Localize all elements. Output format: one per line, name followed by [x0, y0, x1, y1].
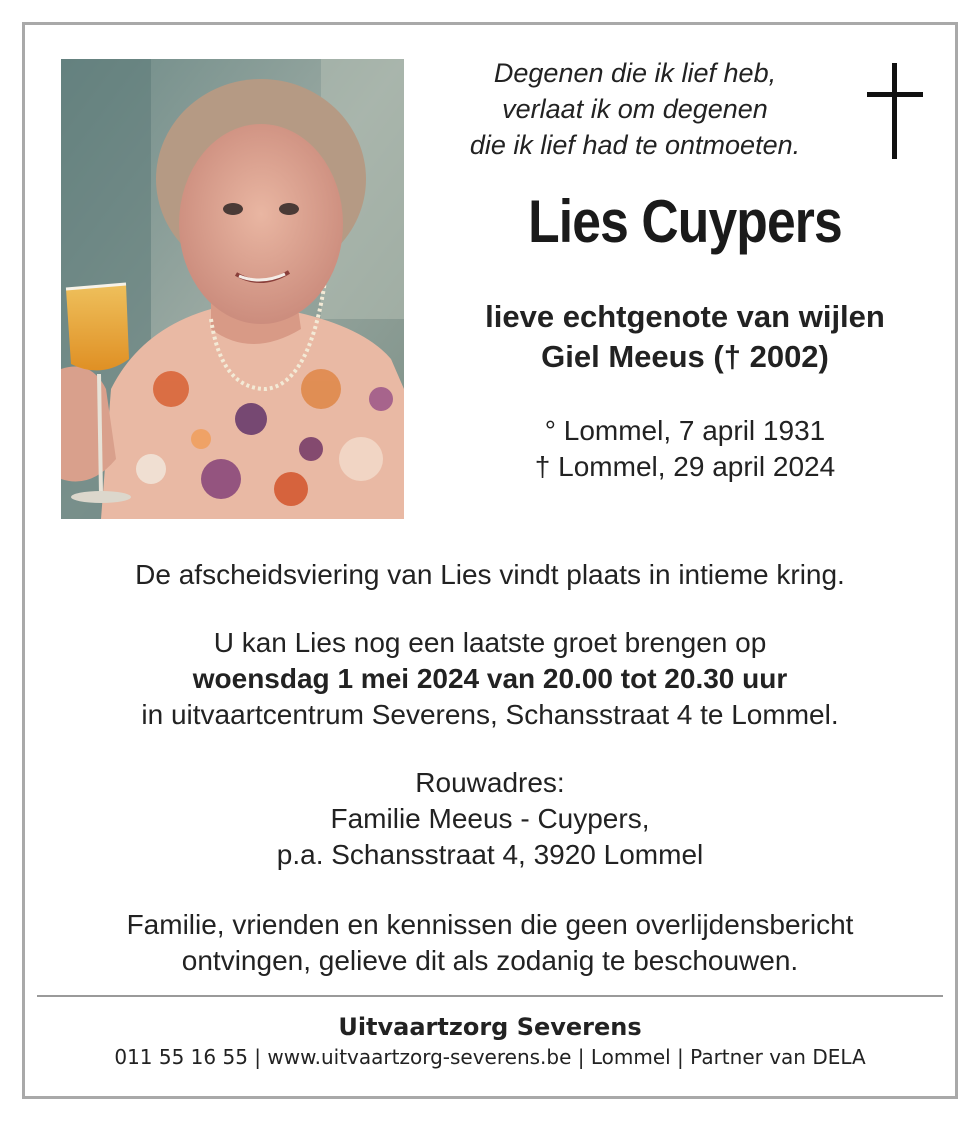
- farewell-location: in uitvaartcentrum Severens, Schansstraat 4 te Lommel.: [141, 699, 839, 730]
- portrait-photo: [61, 59, 404, 519]
- funeral-company-contact: 011 55 16 55 | www.uitvaartzorg-severens.be | Lommel | Partner van DELA: [114, 1045, 866, 1069]
- notice-line-2: ontvingen, gelieve dit als zodanig te beschouwen.: [181, 945, 799, 976]
- notice-line-1: Familie, vrienden en kennissen die geen overlijdensbericht: [126, 909, 854, 940]
- quote-line: die ik lief had te ontmoeten.: [469, 130, 801, 160]
- farewell-line-1: U kan Lies nog een laatste groet brengen op: [213, 627, 767, 658]
- mourning-address-line-2: p.a. Schansstraat 4, 3920 Lommel: [276, 839, 704, 870]
- obituary-card: [22, 22, 958, 1099]
- mourning-address: [25, 765, 955, 873]
- birth-date: ° Lommel, 7 april 1931: [544, 415, 826, 446]
- funeral-company-name: Uitvaartzorg Severens: [338, 1013, 642, 1041]
- death-date: † Lommel, 29 april 2024: [534, 451, 836, 482]
- mourning-address-label: Rouwadres:: [415, 767, 565, 798]
- memorial-quote: [425, 55, 845, 163]
- quote-line: Degenen die ik lief heb,: [493, 58, 777, 88]
- portrait-illustration: [61, 59, 404, 519]
- relation-line: lieve echtgenote van wijlen: [485, 299, 885, 334]
- farewell-datetime: woensdag 1 mei 2024 van 20.00 tot 20.30 uur: [192, 663, 788, 694]
- life-dates: [425, 413, 945, 485]
- ceremony-line: De afscheidsviering van Lies vindt plaats in intieme kring.: [135, 559, 845, 590]
- farewell-info: [25, 625, 955, 733]
- cross-icon: [865, 63, 925, 163]
- deceased-name: Lies Cuypers: [528, 188, 842, 255]
- notice-text: [25, 907, 955, 979]
- footer-divider: [37, 995, 943, 997]
- quote-line: verlaat ik om degenen: [502, 94, 768, 124]
- ceremony-text: [25, 557, 955, 593]
- mourning-address-line-1: Familie Meeus - Cuypers,: [330, 803, 650, 834]
- relation-text: [425, 297, 945, 377]
- relation-line: Giel Meeus († 2002): [541, 339, 829, 374]
